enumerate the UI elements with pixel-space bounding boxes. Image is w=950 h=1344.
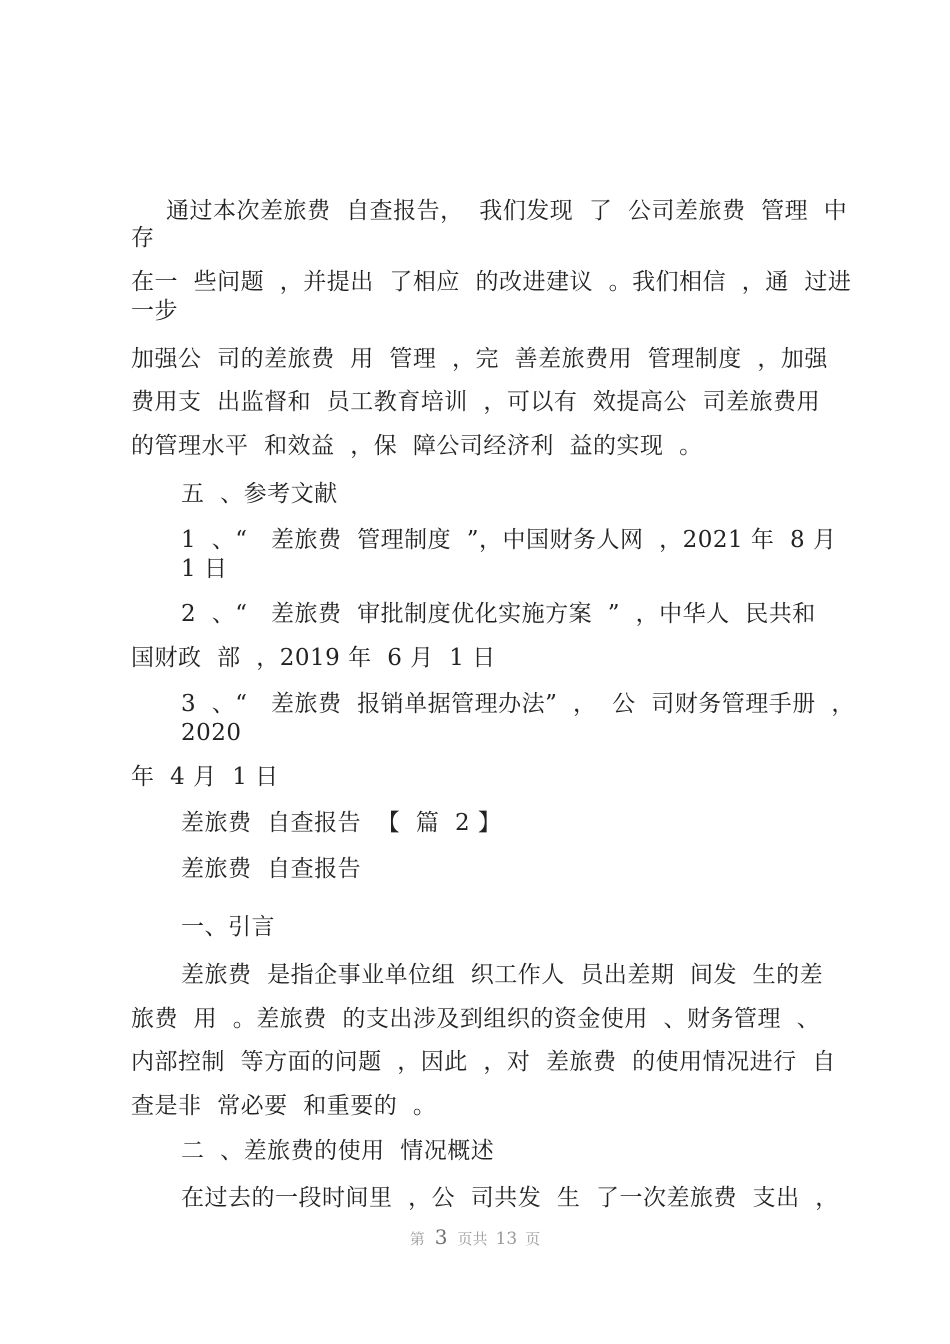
text-line: 在一 些问题 ，并提出 了相应 的改进建议 。我们相信 ，通 过进 <box>131 269 852 295</box>
text-line: 一步 <box>131 298 178 324</box>
text-line: 内部控制 等方面的问题 ，因此 ，对 差旅费 的使用情况进行 自 <box>131 1049 836 1075</box>
reference-item: 年 4 月 1 日 <box>131 764 279 790</box>
section-heading: 五 、参考文献 <box>181 481 338 507</box>
text-line: 加强公 司的差旅费 用 管理 ，完 善差旅费用 管理制度 ，加强 <box>131 346 828 372</box>
text-line: 在过去的一段时间里 ，公 司共发 生 了一次差旅费 支出 ， <box>181 1185 839 1211</box>
text-line: 通过本次差旅费 自查报告， 我们发现 了 公司差旅费 管理 中 <box>166 198 848 224</box>
section-heading: 二 、差旅费的使用 情况概述 <box>181 1138 495 1164</box>
text-line: 差旅费 是指企事业单位组 织工作人 员出差期 间发 生的差 <box>181 962 824 988</box>
reference-item: 国财政 部 ，2019 年 6 月 1 日 <box>131 645 496 671</box>
article-title: 差旅费 自查报告 【 篇 2 】 <box>181 810 502 836</box>
reference-item: 2 、“ 差旅费 审批制度优化实施方案 ” ，中华人 民共和 <box>181 601 816 627</box>
text-line: 费用支 出监督和 员工教育培训 ，可以有 效提高公 司差旅费用 <box>131 389 821 415</box>
text-line: 存 <box>131 225 155 251</box>
section-heading: 一、引言 <box>181 914 275 940</box>
reference-item: 1 日 <box>181 556 228 582</box>
reference-item: 1 、“ 差旅费 管理制度 ”，中国财务人网 ，2021 年 8 月 <box>181 527 837 553</box>
reference-item: 2020 <box>181 720 242 746</box>
total-pages: 13 <box>495 1229 518 1249</box>
footer-prefix: 第 <box>409 1230 425 1248</box>
page-number: 3 <box>434 1225 448 1249</box>
footer-middle: 页共 <box>457 1230 488 1248</box>
text-line: 的管理水平 和效益 ，保 障公司经济利 益的实现 。 <box>131 433 703 459</box>
footer-suffix: 页 <box>525 1230 541 1248</box>
reference-item: 3 、“ 差旅费 报销单据管理办法” ， 公 司财务管理手册 ， <box>181 691 855 717</box>
text-line: 旅费 用 。差旅费 的支出涉及到组织的资金使用 、财务管理 、 <box>131 1006 821 1032</box>
text-line: 查是非 常必要 和重要的 。 <box>131 1093 437 1119</box>
article-subtitle: 差旅费 自查报告 <box>181 856 362 882</box>
page-footer <box>0 1224 950 1252</box>
